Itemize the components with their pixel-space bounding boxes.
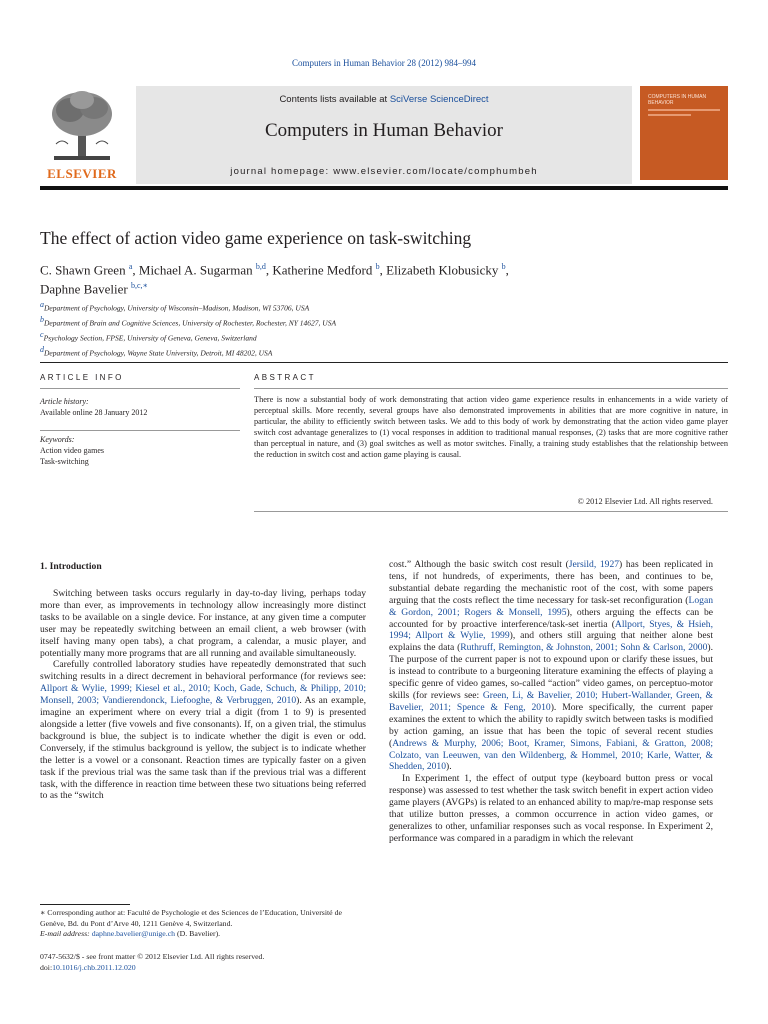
- author-separator: ,: [265, 262, 273, 278]
- keywords-label: Keywords:: [40, 435, 75, 444]
- paragraph: cost.” Although the basic switch cost result (Jersild, 1927) has been replicated in tens, if not hundreds, of experiments, there has been, and continues to be, substantial debate regarding the mechanistic root of the cost, with some papers arguing that the costs reflect the time necessary for task-set reconfiguration (Logan & Gordon, 2001; Rogers & Monsell, 1995), others arguing the effects can be accounted for by proactive interference/task-set inertia (Allport, Styes, & Hsieh, 1994; Allport & Wylie, 1999), and others still arguing that neither alone best explains the data (Ruthruff, Remington, & Johnston, 2001; Sohn & Carlson, 2000). The purpose of the current paper is not to expound upon or clarify these issues, but is instead to contribute to a burgeoning literature examining the effects of playing a specific genre of video games, so-called “action” video games, on perceptuo-motor skills (for reviews see: Green, Li, & Bavelier, 2010; Hubert-Wallander, Green, & Bavelier, 2011; Spence & Feng, 2010). More specifically, the current paper examines the extent to which the ability to rapidly switch between tasks is modified by action gaming, an issue that has been the topic of several recent studies (Andrews & Murphy, 2006; Boot, Kramer, Simons, Fabiani, & Gratton, 2008; Colzato, van Leeuwen, van den Wildenberg, & Hommel, 2010; Karle, Watter, & Shedden, 2010).: [389, 559, 714, 773]
- article-title: The effect of action video game experience on task-switching: [40, 228, 472, 248]
- journal-title: Computers in Human Behavior: [265, 120, 503, 141]
- author-affiliation-mark[interactable]: b: [375, 262, 380, 271]
- author-separator: ,: [132, 262, 139, 278]
- contents-availability: [136, 94, 632, 105]
- affiliation: $^b$Department of Brain and Cognitive Sciences, University of Rochester, Rochester, NY 14627, USA: [40, 315, 337, 328]
- corresponding-author-footnote: [40, 908, 366, 940]
- paragraph: Switching between tasks occurs regularly in day-to-day living, perhaps today more than ever, as improvements in technology allow increasingly more distinct tasks to be available on a single device. For instance, at any given time a computer user may be repeatedly switching between an email client, a web browser (with itself having many open tabs), a chat program, a calendar, a music player, and potentially many more programs that are all running and available simultaneously.: [40, 588, 366, 659]
- header-divider: [40, 186, 728, 190]
- cover-line: [648, 114, 691, 116]
- author-name: Daphne Bavelier: [40, 281, 128, 297]
- affiliation: $^a$Department of Psychology, University of Wisconsin–Madison, Madison, WI 53706, USA: [40, 300, 310, 313]
- section-divider: [40, 362, 728, 363]
- author-affiliation-mark[interactable]: b,c,∗: [130, 281, 148, 291]
- divider: [40, 430, 240, 431]
- cover-line: [648, 109, 720, 111]
- citation-link[interactable]: Logan & Gordon, 2001; Rogers & Monsell, 1995: [389, 594, 713, 618]
- author-name: Michael A. Sugarman: [138, 262, 253, 278]
- history-label: Article history:: [40, 397, 89, 406]
- citation-link[interactable]: Ruthruff, Remington, & Johnston, 2001; Sohn & Carlson, 2000: [460, 642, 708, 654]
- article-history: [40, 396, 240, 418]
- elsevier-tree-logo: [40, 86, 124, 178]
- body-column-right: [389, 559, 713, 845]
- section-heading-introduction: 1. Introduction: [40, 561, 102, 572]
- journal-cover-thumbnail: [640, 86, 728, 180]
- body-column-left: [40, 588, 366, 802]
- footnote-divider: [40, 904, 130, 905]
- citation-link[interactable]: Allport & Wylie, 1999; Kiesel et al., 2010; Koch, Gade, Schuch, & Philipp, 2010; Monsell, 2003; Vandierendonck, Liefooghe, & Verbruggen, 2010: [40, 683, 366, 707]
- citation-link[interactable]: Andrews & Murphy, 2006; Boot, Kramer, Simons, Fabiani, & Gratton, 2008; Colzato, van Leeuwen, van den Wildenberg, & Hommel, 2010; Karle, Watter, & Shedden, 2010: [389, 737, 713, 773]
- paragraph: Carefully controlled laboratory studies have repeatedly demonstrated that such switching results in a direct decrement in behavioral performance (for reviews see: Allport & Wylie, 1999; Kiesel et al., 2010; Koch, Gade, Schuch, & Philipp, 2010; Monsell, 2003; Vandierendonck, Liefooghe, & Verbruggen, 2010). As an example, imagine an experiment where on every trial a digit (from 1 to 9) is presented alongside a letter (five vowels and five consonants). If, on a given trial, the stimulus background is blue, the subject is to indicate whether the digit is even or odd. Conversely, if the stimulus background is yellow, the subject is to indicate whether the letter is a vowel or a consonant. Reaction times are typically faster on a given task if the previous trial was the same task than if the previous trial was a different task, with the difference in reaction time between these two situations being referred to as the “switch: [40, 659, 367, 802]
- affiliation: $^d$Department of Psychology, Wayne State University, Detroit, MI 48202, USA: [40, 345, 273, 358]
- journal-citation-link[interactable]: Computers in Human Behavior 28 (2012) 984–994: [292, 58, 476, 68]
- sciverse-link[interactable]: SciVerse ScienceDirect: [389, 94, 489, 105]
- email-line: E-mail address: daphne.bavelier@unige.ch (D. Bavelier).: [40, 929, 221, 938]
- abstract-copyright: © 2012 Elsevier Ltd. All rights reserved.: [577, 497, 713, 506]
- publisher-wordmark: ELSEVIER: [47, 166, 117, 181]
- journal-homepage[interactable]: journal homepage: www.elsevier.com/locate/comphumbeh: [230, 166, 538, 177]
- author-name: Katherine Medford: [272, 262, 373, 278]
- author-email-link[interactable]: daphne.bavelier@unige.ch: [91, 929, 176, 938]
- cover-title: COMPUTERS IN HUMAN BEHAVIOR: [648, 94, 707, 106]
- paragraph: In Experiment 1, the effect of output type (keyboard button press or vocal response) was assessed to test whether the task switch benefit in expert action video game players (AVGPs) is related to an enhanced ability to map/re-map response sets that utilize button presses, a common occurrence in action video games, or generalizes to other, unfamiliar responses such as vocal response. In Experiment 2, performance was compared in a paradigm in which the relevant: [389, 773, 713, 844]
- contents-prefix: Contents lists available at: [279, 94, 390, 105]
- history-value: Available online 28 January 2012: [40, 408, 148, 417]
- keyword: Action video games: [40, 446, 104, 455]
- author-separator: ,: [379, 262, 387, 278]
- author-affiliation-mark[interactable]: b: [501, 262, 506, 271]
- doi-line: doi:10.1016/j.chb.2011.12.020: [40, 962, 136, 972]
- article-info-heading: ARTICLE INFO: [40, 373, 124, 382]
- author-separator: ,: [505, 262, 509, 278]
- issn-line: 0747-5632/$ - see front matter © 2012 Elsevier Ltd. All rights reserved.: [40, 952, 265, 961]
- corresponding-text: ∗ Corresponding author at: Faculté de Psychologie et des Sciences de l’Education, Université de Genève, Bd. du Pont d’Arve 40, 1211 Genève 4, Switzerland.: [40, 908, 342, 928]
- author-list: [40, 259, 640, 298]
- author-name: Elizabeth Klobusicky: [386, 262, 499, 278]
- citation-link[interactable]: Jersild, 1927: [568, 559, 620, 570]
- divider: [254, 388, 728, 389]
- citation-link[interactable]: Allport, Styes, & Hsieh, 1994; Allport & Wylie, 1999: [389, 618, 713, 642]
- affiliation: $^c$Psychology Section, FPSE, University of Geneva, Geneva, Switzerland: [40, 330, 257, 343]
- author-affiliation-mark[interactable]: b,d: [255, 262, 266, 271]
- divider: [254, 511, 728, 512]
- citation-link[interactable]: Green, Li, & Bavelier, 2010; Hubert-Wallander, Green, & Bavelier, 2011; Spence & Feng, 2010: [389, 689, 713, 713]
- abstract-heading: ABSTRACT: [254, 373, 316, 382]
- publication-meta: [40, 952, 366, 973]
- abstract-text: There is now a substantial body of work demonstrating that action video game experience results in enhancements in a wide variety of perceptual skills. More recently, several groups have also demonstrated improvements in abilities that are more cognitive in nature, in particular, the ability to efficiently switch between tasks. We add to this body of work by demonstrating that the action video game player switch cost advantage generalizes to (1) vocal responses in addition to traditional manual responses, (2) tasks that are more cognitive rather than perceptual in nature, and (3) goal switches as well as motor switches. Finally, a training study establishes that the relationship between the reduction in switch cost and action game playing is causal.: [254, 395, 728, 459]
- keyword: Task-switching: [40, 457, 89, 466]
- keywords: [40, 434, 240, 467]
- author-name: C. Shawn Green: [40, 262, 126, 278]
- affiliation-list: [40, 299, 640, 359]
- author-affiliation-mark[interactable]: a: [128, 262, 133, 271]
- divider: [40, 388, 240, 389]
- doi-link[interactable]: 10.1016/j.chb.2011.12.020: [52, 962, 136, 972]
